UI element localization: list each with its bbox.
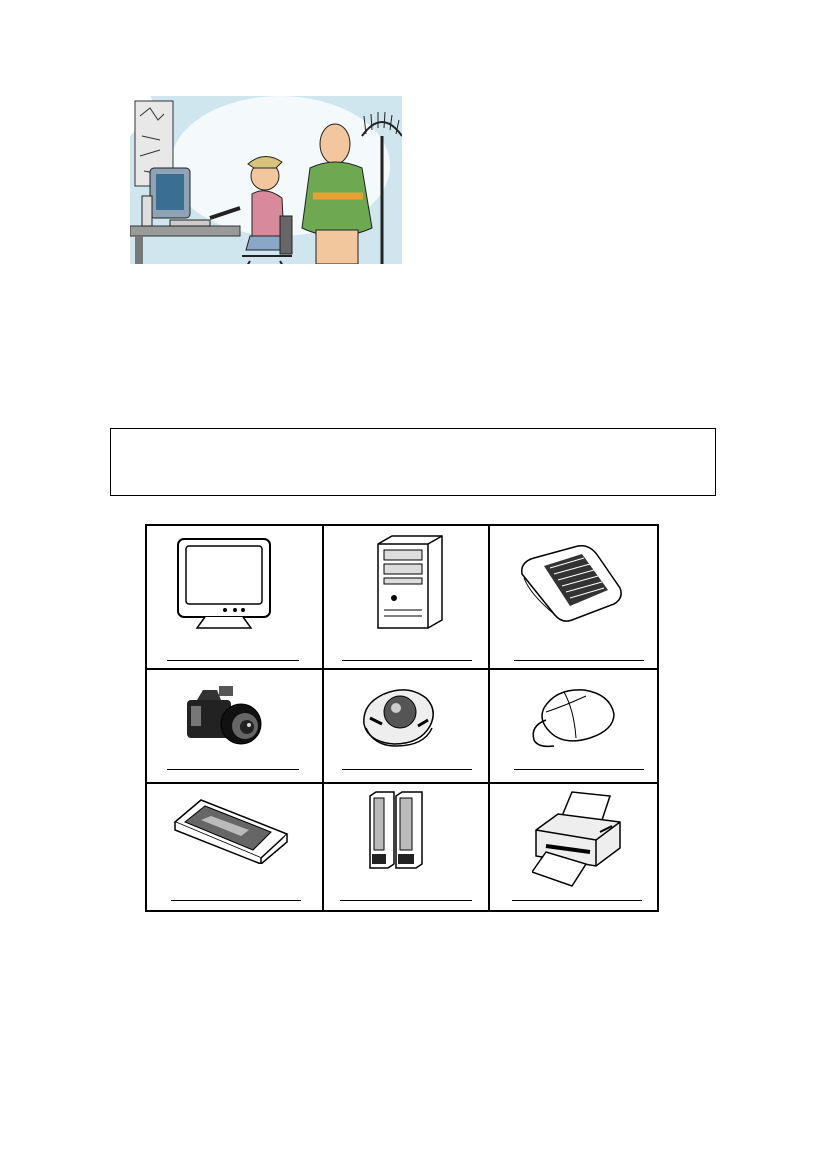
picture-cell-5 — [324, 670, 489, 783]
picture-cell-1 — [147, 526, 323, 669]
word-box — [110, 428, 716, 496]
mouse-icon — [524, 686, 620, 752]
trackball-icon — [360, 684, 438, 748]
paperclip-border-right — [765, 74, 789, 1096]
picture-cell-8 — [324, 784, 489, 912]
picture-cell-9 — [490, 784, 659, 912]
picture-grid — [145, 524, 659, 912]
paperclip-border-bottom — [40, 1098, 785, 1134]
picture-cell-7 — [147, 784, 323, 912]
scanner-icon — [171, 794, 289, 864]
paperclip-border-top — [40, 36, 785, 72]
printer-icon — [532, 790, 624, 890]
exercise-instruction — [143, 362, 167, 379]
picture-cell-2 — [324, 526, 489, 669]
tower-case-icon — [374, 534, 446, 632]
speakers-icon — [368, 790, 424, 870]
paperclip-border-left — [42, 74, 66, 1096]
monitor-icon — [175, 536, 273, 632]
picture-cell-6 — [490, 670, 659, 783]
keyboard-icon — [520, 544, 624, 624]
picture-cell-3 — [490, 526, 659, 669]
cartoon-image — [130, 96, 402, 290]
digital-camera-icon — [183, 684, 267, 750]
picture-cell-4 — [147, 670, 323, 783]
